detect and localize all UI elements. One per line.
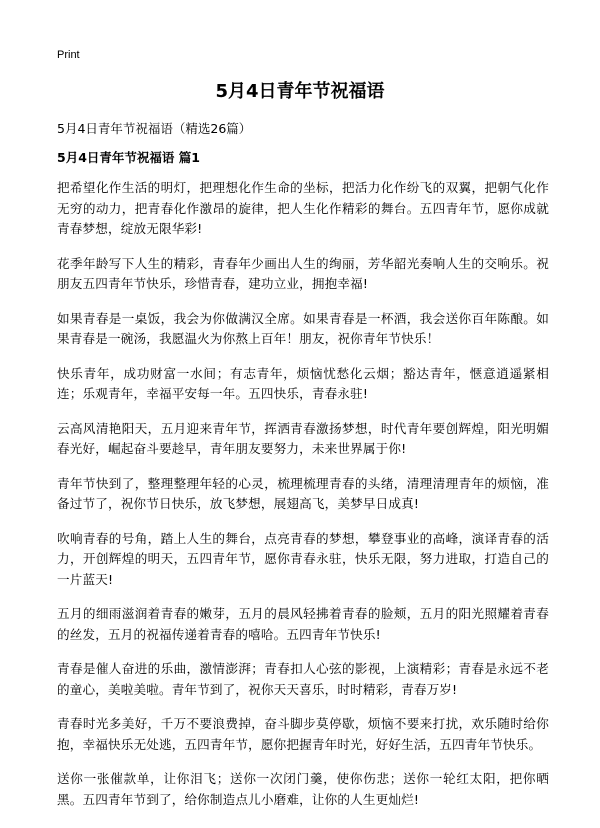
paragraph: 把希望化作生活的明灯，把理想化作生命的坐标，把活力化作纷飞的双翼，把朝气化作无穷的动力，把青春化作激昂的旋律，把人生化作精彩的舞台。五四青年节，愿你成就青春梦想，绽放无限华彩! (57, 180, 549, 236)
document-subtitle: 5月4日青年节祝福语（精选26篇） (57, 121, 252, 136)
paragraph: 青春是催人奋进的乐曲，激情澎湃；青春扣人心弦的影视，上演精彩；青春是永远不老的童心，美啦美啦。青年节到了，祝你天天喜乐，时时精彩，青春万岁! (57, 661, 549, 697)
print-link[interactable]: Print (57, 49, 80, 61)
paragraph: 如果青春是一桌饭，我会为你做满汉全席。如果青春是一杯酒，我会送你百年陈酿。如果青春是一碗汤，我愿温火为你熬上百年！朋友，祝你青年节快乐！ (57, 310, 549, 346)
section-heading: 5月4日青年节祝福语 篇1 (57, 150, 200, 165)
article-body (57, 178, 549, 824)
paragraph: 快乐青年，成功财富一水间；有志青年，烦恼忧愁化云烟；豁达青年，惬意逍遥紧相连；乐观青年，幸福平安每一年。五四快乐，青春永驻! (57, 365, 549, 401)
paragraph: 青春时光多美好，千万不要浪费掉，奋斗脚步莫停歇，烦恼不要来打扰，欢乐随时给你抱，幸福快乐无处逃，五四青年节，愿你把握青年时光，好好生活，五四青年节快乐。 (57, 716, 549, 752)
paragraph: 送你一张催款单，让你泪飞；送你一次闭门羹，使你伤悲；送你一轮红太阳，把你晒黑。五四青年节到了，给你制造点儿小磨难，让你的人生更灿烂! (57, 771, 549, 807)
page-title: 5月4日青年节祝福语 (215, 81, 385, 102)
paragraph: 花季年龄写下人生的精彩，青春年少画出人生的绚丽，芳华韶光奏响人生的交响乐。祝朋友五四青年节快乐，珍惜青春，建功立业，拥抱幸福! (57, 255, 549, 291)
paragraph: 五月的细雨滋润着青春的嫩芽，五月的晨风轻拂着青春的脸颊，五月的阳光照耀着青春的丝发，五月的祝福传递着青春的嘻哈。五四青年节快乐! (57, 606, 549, 642)
paragraph: 吹响青春的号角，踏上人生的舞台，点亮青春的梦想，攀登事业的高峰，演译青春的活力，开创辉煌的明天，五四青年节，愿你青春永驻，快乐无限，努力进取，打造自己的一片蓝天! (57, 530, 549, 587)
paragraph: 云高风清艳阳天，五月迎来青年节，挥洒青春激扬梦想，时代青年要创辉煌，阳光明媚春光好，崛起奋斗要趁早，青年朋友要努力，未来世界属于你! (57, 420, 549, 456)
paragraph: 青年节快到了，整理整理年轻的心灵，梳理梳理青春的头绪，清理清理青年的烦恼，准备过节了，祝你节日快乐，放飞梦想，展翅高飞，美梦早日成真! (57, 475, 549, 511)
